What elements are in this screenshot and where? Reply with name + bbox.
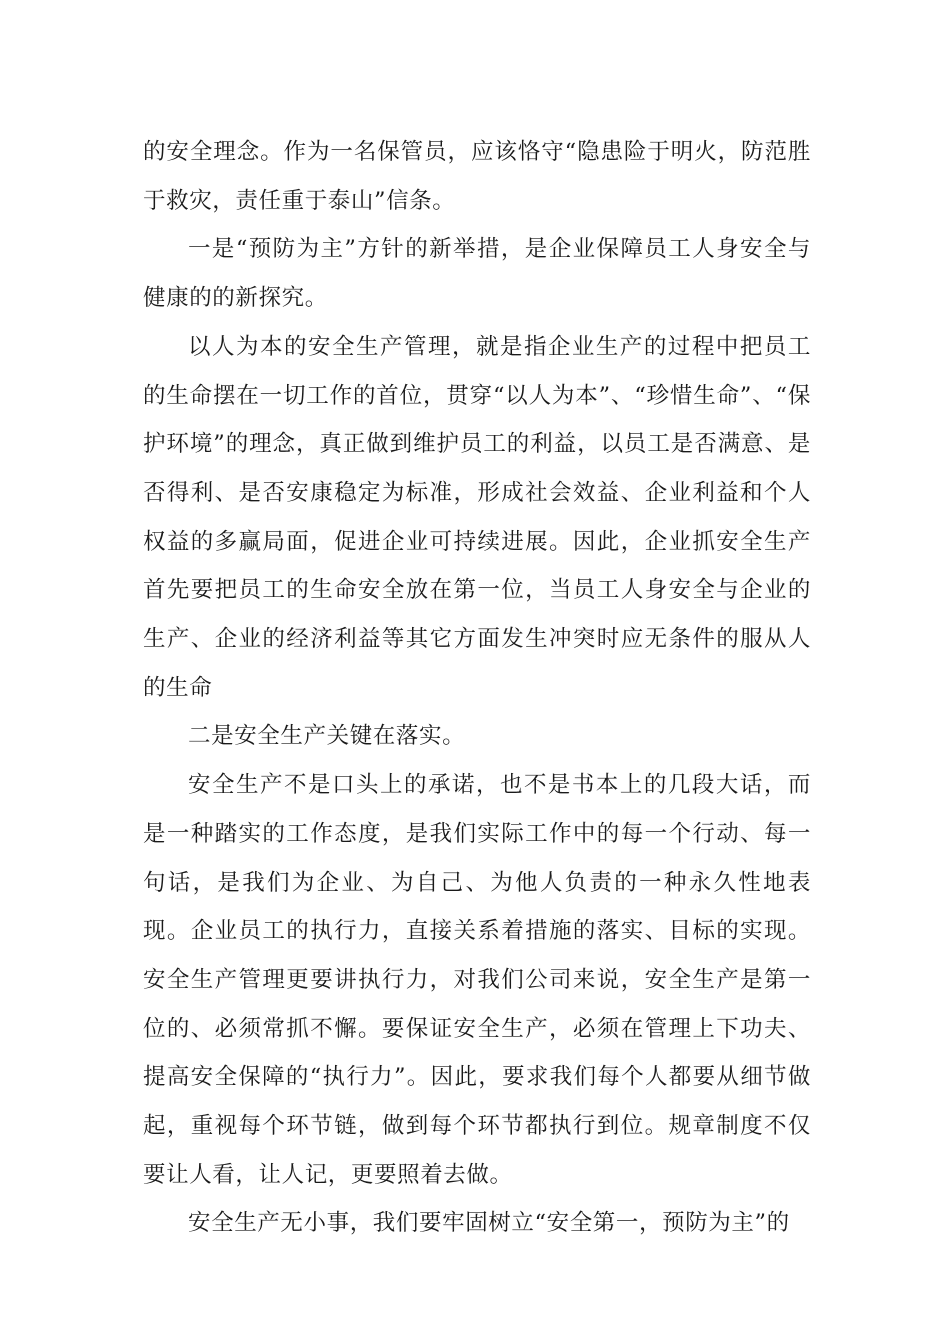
paragraph-5: 安全生产不是口头上的承诺，也不是书本上的几段大话，而是一种踏实的工作态度，是我们实际工作中的每一个行动、每一句话，是我们为企业、为自己、为他人负责的一种永久性地表现。企业员工的执行力，直接关系着措施的落实、目标的实现。安全生产管理更要讲执行力，对我们公司来说，安全生产是第一位的、必须常抓不懈。要保证安全生产，必须在管理上下功夫、提高安全保障的“执行力”。因此，要求我们每个人都要从细节做起，重视每个环节链，做到每个环节都执行到位。规章制度不仅要让人看，让人记，更要照着去做。	[143, 772, 811, 1188]
paragraph-3: 以人为本的安全生产管理，就是指企业生产的过程中把员工的生命摆在一切工作的首位，贯穿“以人为本”、“珍惜生命”、“保护环境”的理念，真正做到维护员工的利益，以员工是否满意、是否得利、是否安康稳定为标准，形成社会效益、企业利益和个人权益的多赢局面，促进企业可持续进展。因此，企业抓安全生产首先要把员工的生命安全放在第一位，当员工人身安全与企业的生产、企业的经济利益等其它方面发生冲突时应无条件的服从人的生命	[143, 333, 811, 701]
paragraph-2: 一是“预防为主”方针的新举措，是企业保障员工人身安全与健康的的新探究。	[143, 236, 811, 312]
document-body	[143, 128, 811, 1248]
paragraph-1: 的安全理念。作为一名保管员，应该恪守“隐患险于明火，防范胜于救灾，责任重于泰山”信条。	[143, 139, 811, 214]
paragraph-4: 二是安全生产关键在落实。	[188, 723, 466, 750]
paragraph-6: 安全生产无小事，我们要牢固树立“安全第一，预防为主”的	[188, 1210, 790, 1237]
